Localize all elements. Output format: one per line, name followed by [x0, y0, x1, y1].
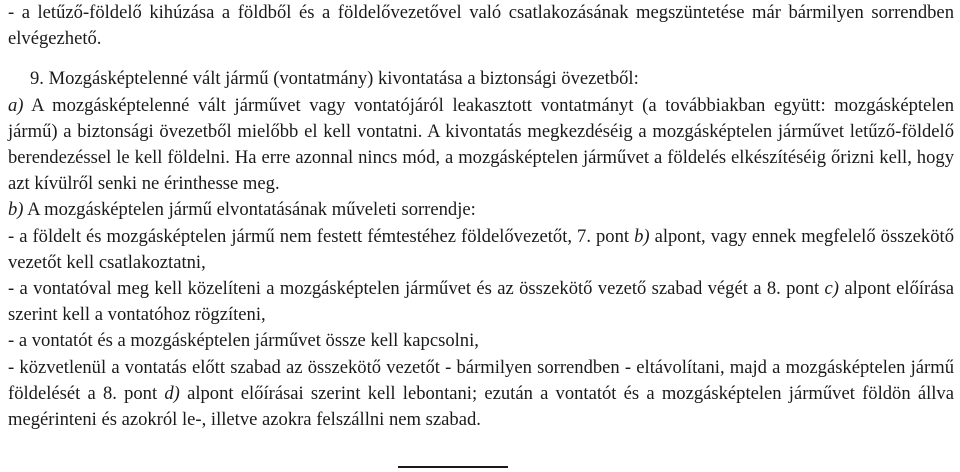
section-9b-paragraph: [8, 197, 954, 223]
step-4-ref: d): [164, 382, 180, 404]
top-paragraph: [8, 0, 954, 52]
section-9-heading-text: 9. Mozgásképtelenné vált jármű (vontatmány) kivontatása a biztonsági övezetből:: [30, 68, 639, 90]
step-2-ref: c): [824, 278, 839, 300]
step-4: [8, 355, 954, 434]
paragraph-gap: [8, 52, 954, 66]
section-9a-text: A mozgásképtelenné vált járművet vagy vontatójáról leakasztott vontatmányt (a továbbiakban együtt: mozgásképtelen jármű) a biztonsági övezetből mielőbb el kell vontatni. A kivontatás megkezdéséig a mozgásképtelen járművet letűző-földelő berendezéssel le kell földelni. Ha erre azonnal nincs mód, a mozgásképtelen járművet a földelés elkészítéséig őrizni kell, hogy azt kívülről senki ne érinthesse meg.: [8, 94, 955, 195]
section-9b-label: b): [8, 199, 24, 221]
section-9-heading: [8, 66, 954, 92]
step-1-pre: - a földelt és mozgásképtelen jármű nem festett fémtestéhez földelővezetőt, 7. pont: [8, 225, 635, 247]
step-4-post: alpont előírásai szerint kell lebontani; ezután a vontatót és a mozgásképtelen járművet földön állva megérinteni és azokról le-, illetve azokra felszállni nem szabad.: [8, 382, 954, 431]
footnote-separator-rule: [398, 466, 508, 468]
step-1: [8, 224, 954, 276]
step-2: [8, 276, 954, 328]
step-1-post: alpont, vagy ennek megfelelő összekötő vezetőt kell csatlakoztatni,: [8, 225, 954, 273]
step-3: [8, 328, 954, 354]
step-1-ref: b): [634, 225, 650, 247]
section-9b-text: A mozgásképtelen jármű elvontatásának műveleti sorrendje:: [27, 199, 476, 221]
section-9a-paragraph: [8, 93, 954, 198]
step-2-pre: - a vontatóval meg kell közelíteni a mozgásképtelen járművet és az összekötő vezető szabad végét a 8. pont: [8, 278, 825, 300]
step-3-pre: - a vontatót és a mozgásképtelen járművet össze kell kapcsolni,: [8, 330, 479, 352]
section-9a-label: a): [8, 94, 24, 116]
step-2-post: alpont előírása szerint kell a vontatóhoz rögzíteni,: [8, 278, 954, 326]
top-paragraph-text: - a letűző-földelő kihúzása a földből és a földelővezetővel való csatlakozásának megszüntetése már bármilyen sorrendben elvégezhető.: [8, 2, 954, 50]
step-4-pre: - közvetlenül a vontatás előtt szabad az összekötő vezetőt - bármilyen sorrendben - eltávolítani, majd a mozgásképtelen jármű földelését a 8. pont: [8, 356, 954, 404]
document-page: [8, 0, 954, 433]
